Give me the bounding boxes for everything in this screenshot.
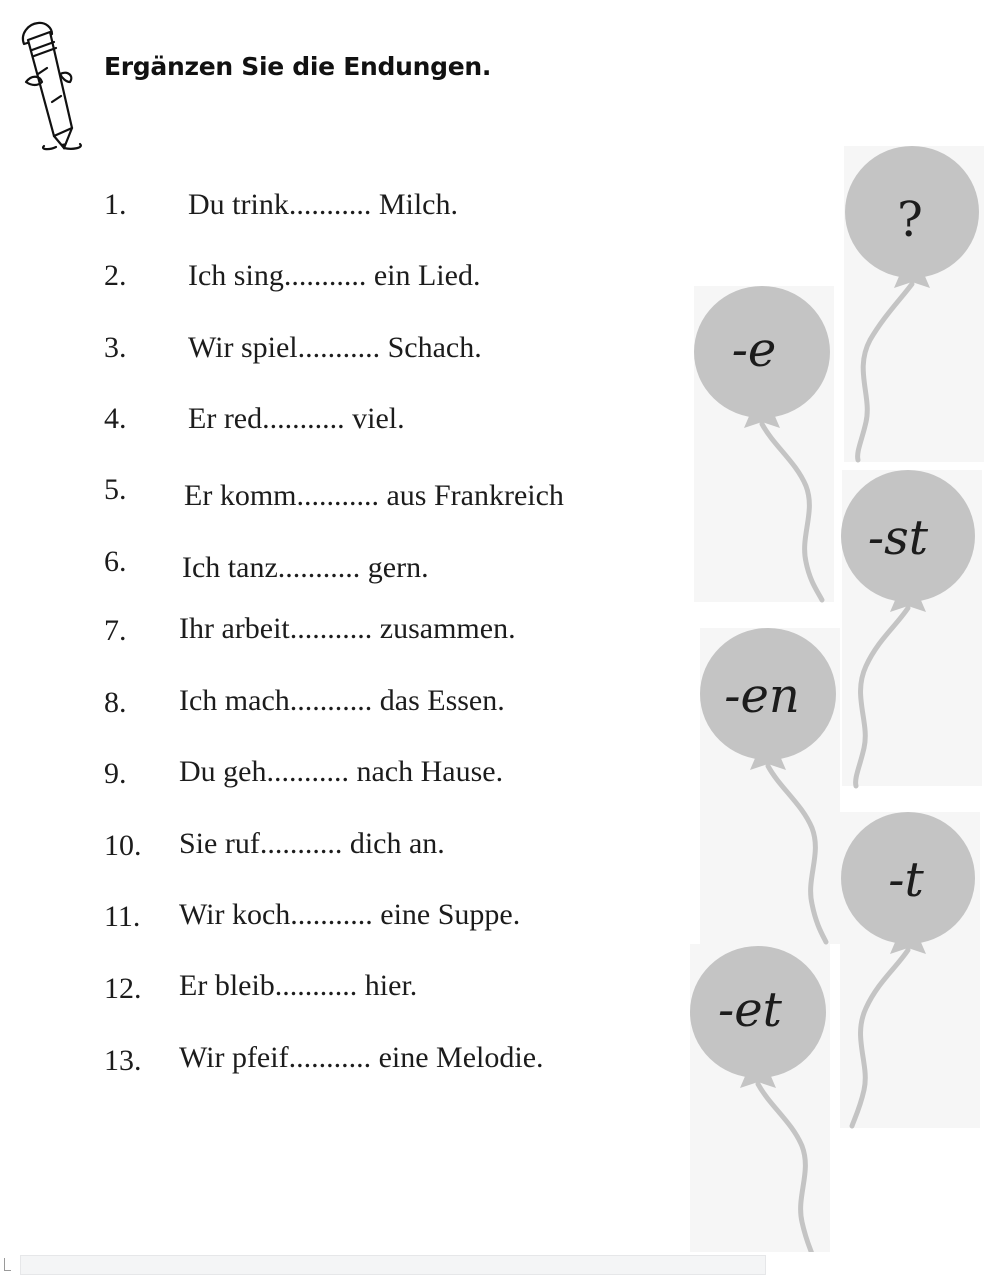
exercise-number: 6. — [104, 545, 127, 578]
balloon-label: ? — [897, 192, 923, 248]
exercise-sentence: Ich tanz........... gern. — [182, 551, 429, 584]
exercise-number: 9. — [104, 757, 127, 790]
exercise-number: 5. — [104, 473, 127, 506]
balloon-group — [680, 140, 990, 1260]
exercise-sentence: Du geh........... nach Hause. — [179, 755, 504, 788]
exercise-sentence: Wir pfeif........... eine Melodie. — [179, 1041, 544, 1074]
page-title: Ergänzen Sie die Endungen. — [104, 52, 492, 81]
corner-mark-icon — [4, 1258, 11, 1271]
exercise-number: 1. — [104, 188, 127, 221]
balloon-label: -en — [724, 668, 800, 724]
exercise-number: 12. — [104, 972, 142, 1005]
exercise-number: 3. — [104, 331, 127, 364]
exercise-sentence: Er bleib........... hier. — [179, 969, 418, 1002]
exercise-number: 11. — [104, 900, 141, 933]
balloon-label: -e — [731, 322, 777, 378]
exercise-sentence: Er red........... viel. — [188, 402, 405, 435]
bottom-bar — [0, 1252, 1000, 1278]
pencil-icon — [14, 16, 94, 156]
exercise-sentence: Du trink........... Milch. — [188, 188, 458, 221]
exercise-number: 13. — [104, 1044, 142, 1077]
exercise-number: 10. — [104, 829, 142, 862]
exercise-sentence: Ihr arbeit........... zusammen. — [179, 612, 516, 645]
balloon-label: -et — [718, 982, 782, 1038]
balloon-label: -t — [888, 852, 924, 908]
exercise-number: 4. — [104, 402, 127, 435]
exercise-sentence: Wir spiel........... Schach. — [188, 331, 482, 364]
exercise-sentence: Sie ruf........... dich an. — [179, 827, 445, 860]
bottom-input[interactable] — [20, 1255, 766, 1275]
exercise-number: 7. — [104, 614, 127, 647]
exercise-number: 8. — [104, 686, 127, 719]
exercise-sentence: Ich mach........... das Essen. — [179, 684, 505, 717]
exercise-sentence: Er komm........... aus Frankreich — [184, 479, 564, 512]
exercise-sentence: Ich sing........... ein Lied. — [188, 259, 481, 292]
exercise-number: 2. — [104, 259, 127, 292]
exercise-sentence: Wir koch........... eine Suppe. — [179, 898, 521, 931]
balloon-label: -st — [867, 510, 929, 566]
